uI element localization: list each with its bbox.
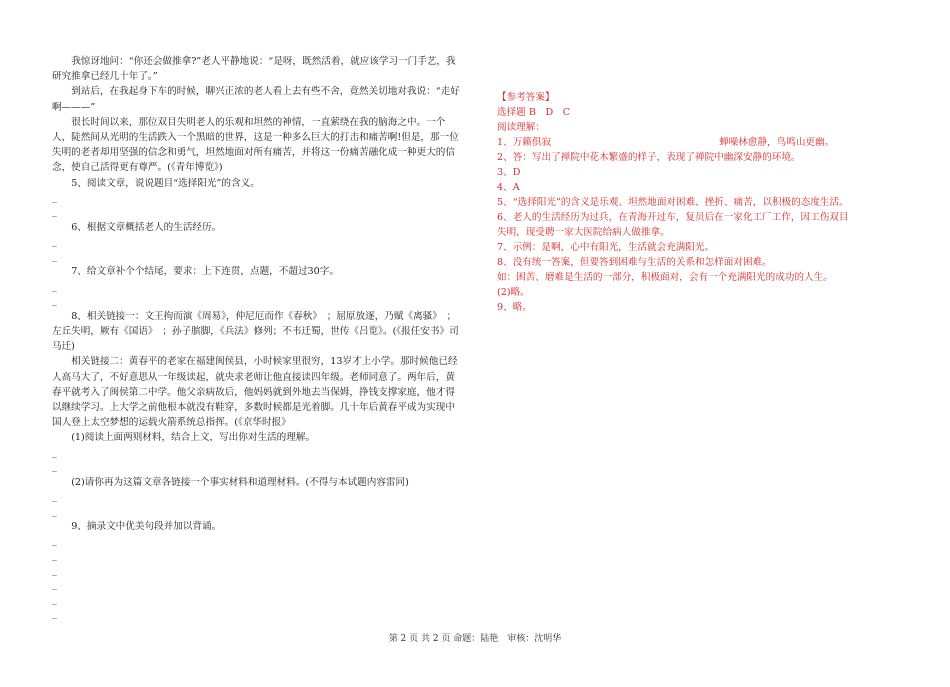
answer-key-column (497, 90, 857, 315)
question-8-part-2: (2)请你再为这篇文章各链接一个事实材料和道理材料。(不得与本试题内容雷同) (71, 476, 409, 488)
answer-line[interactable]: _ (52, 491, 57, 503)
answer-8-part-2: (2)略。 (497, 287, 530, 298)
page-footer: 第 2 页 共 2 页 命题：陆艳 审核：沈明华 (388, 634, 562, 644)
answer-line[interactable]: _ (52, 191, 57, 203)
answer-8-example: 如：困苦、磨难是生活的一部分，积极面对，会有一个充满阳光的成功的人生。 (497, 272, 833, 283)
answer-line[interactable]: _ (52, 535, 57, 547)
choice-answers: 选择题 B D C (497, 107, 571, 118)
answer-line[interactable]: _ (52, 550, 57, 561)
answer-9: 9、略。 (497, 302, 532, 313)
question-6: 6、根据文章概括老人的生活经历。 (71, 222, 222, 234)
answer-4: 4、A (497, 182, 520, 193)
story-paragraph: 到站后，在我起身下车的时候，聊兴正浓的老人看上去有些不舍，竟然关切地对我说：“走好啊———” (52, 86, 460, 113)
answer-line[interactable]: _ (52, 593, 57, 605)
question-9: 9、摘录文中优美句段并加以背诵。 (71, 521, 222, 533)
left-column (52, 54, 464, 622)
answer-1 (497, 135, 857, 150)
answer-line[interactable]: _ (52, 295, 57, 307)
question-8-part-1: (1)阅读上面两则材料，结合上文，写出你对生活的理解。 (71, 432, 316, 444)
answer-line[interactable]: _ (52, 280, 57, 292)
reading-heading: 阅读理解： (497, 122, 545, 133)
answer-line[interactable]: _ (52, 236, 57, 248)
answer-key-heading: 【参考答案】 (497, 92, 555, 103)
answer-1-start: 1、万籁俱寂 (497, 137, 552, 148)
answer-6: 6、老人的生活经历为过兵，在青海开过车，复员后在一家化工厂工作，因工伤双目失明，现受聘一家大医院给病人做推拿。 (497, 212, 849, 238)
question-5: 5、阅读文章，说说题目“选择阳光”的含义。 (71, 177, 260, 189)
answer-1-end: 蝉噪林愈静，鸟鸣山更幽。 (719, 137, 835, 148)
answer-line[interactable]: _ (52, 206, 57, 218)
answer-line[interactable]: _ (52, 608, 57, 620)
question-8-link-2: 相关链接二：黄春平的老家在福建闽侯县，小时候家里很穷，13岁才上小学。那时候他已经人高马大了，不好意思从一年级读起，就央求老师让他直接读四年级。老师同意了。两年后，黄春平就考入了闽侯第二中学。他父亲病故后，他妈妈就到外地去当保姆，挣钱支撑家庭，他才得以继续学习。上大学之前他根本就没有鞋穿，多数时候都是光着脚。几十年后黄春平成为实现中国人登上太空梦想的运载火箭系统总指挥。(《京华时报》 (52, 356, 458, 429)
answer-7: 7、示例：是啊，心中有阳光，生活就会充满阳光。 (497, 242, 715, 253)
answer-line[interactable]: _ (52, 250, 57, 262)
question-7: 7、给文章补个个结尾，要求：上下连贯，点题，不超过30字。 (71, 266, 339, 278)
answer-3: 3、D (497, 167, 521, 178)
answer-line[interactable]: _ (52, 446, 57, 458)
story-paragraph: 很长时间以来，那位双目失明老人的乐观和坦然的神情，一直萦绕在我的脑海之中。一个人，陡然间从光明的生活跌入一个黑暗的世界，这是一种多么巨大的打击和痛苦啊!但是，那一位失明的老者却用坚强的信念和勇气，坦然地面对所有痛苦，并将这一份痛苦融化成一种更大的信念，使自己活得更有尊严。(《青年博览》) (52, 116, 459, 174)
answer-line[interactable]: _ (52, 461, 57, 473)
answer-line[interactable]: _ (52, 505, 57, 517)
answer-line[interactable]: _ (52, 564, 57, 576)
answer-line[interactable]: _ (52, 579, 57, 591)
question-8-link-1: 8、相关链接一：文王拘而演《周易》，仲尼厄而作《春秋》 ；屈原放逐，乃赋《离骚》 ；左丘失明，厥有《国语》 ；孙子膑脚，《兵法》修列；不韦迁蜀，世传《吕览》。(《报任安书》司马迁) (52, 310, 459, 353)
answer-2: 2、答：写出了禅院中花木繁盛的样子，表现了禅院中幽深安静的环境。 (497, 152, 801, 163)
answer-8: 8、没有统一答案，但要答到困难与生活的关系和怎样面对困难。 (497, 257, 772, 268)
answer-5: 5、“选择阳光”的含义是乐观、坦然地面对困难、挫折、痛苦，以积极的态度生活。 (497, 197, 849, 208)
story-paragraph: 我惊讶地问：“你还会做推拿?”老人平静地说：“是呀，既然活着，就应该学习一门手艺，我研究推拿已经几十年了。” (52, 56, 456, 83)
